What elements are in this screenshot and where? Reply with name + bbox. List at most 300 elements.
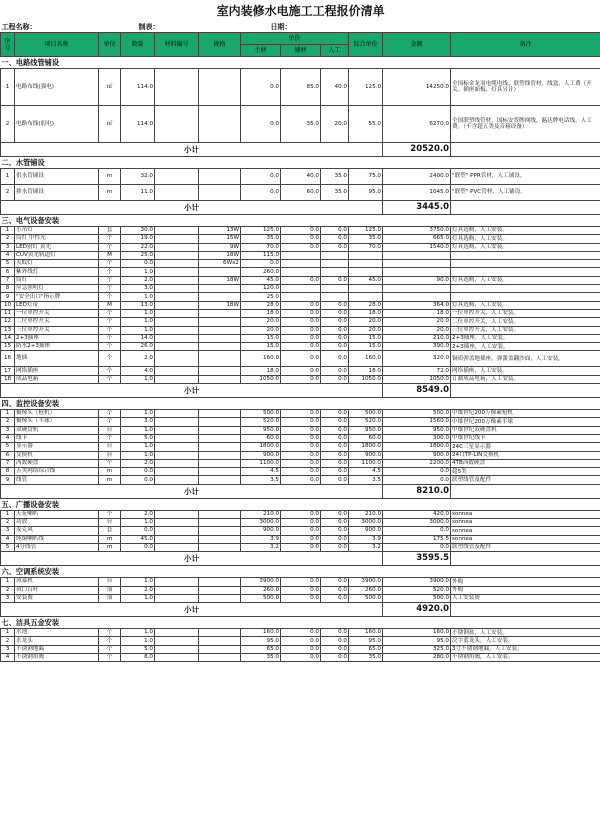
row-spec: 18W: [199, 301, 241, 309]
row-combined: 3000.0: [349, 519, 383, 527]
row-remark: 24口TP-LIN交换机: [451, 451, 600, 459]
row-combined: 500.0: [349, 410, 383, 418]
row-qty: 1.0: [121, 594, 155, 602]
row-main: 1800.0: [241, 443, 281, 451]
row-seq: 8: [1, 468, 15, 476]
row-spec: 9W: [199, 243, 241, 251]
row-seq: 2: [1, 185, 15, 201]
row-unit: 个: [99, 285, 121, 293]
table-row: [1, 309, 600, 317]
row-main: 65.0: [241, 645, 281, 653]
row-labor: [321, 268, 349, 276]
row-unit: 个: [99, 326, 121, 334]
row-name: 一位单控开关: [15, 309, 99, 317]
row-seq: 3: [1, 426, 15, 434]
subtotal-label: 小计: [1, 143, 383, 157]
row-material-no: [155, 645, 199, 653]
row-name: 2+3插座: [15, 334, 99, 342]
row-qty: 1.0: [121, 326, 155, 334]
row-labor: 0.0: [321, 426, 349, 434]
row-spec: [199, 459, 241, 467]
row-remark: 中维世纪200万像素枪机: [451, 410, 600, 418]
subtotal-amount: 3595.5: [383, 552, 451, 566]
row-main: 4.5: [241, 468, 281, 476]
row-material-no: [155, 351, 199, 367]
row-unit: 个: [99, 637, 121, 645]
row-amount: 364.0: [383, 301, 451, 309]
row-seq: 6: [1, 451, 15, 459]
row-qty: 1.0: [121, 318, 155, 326]
row-seq: 1: [1, 169, 15, 185]
row-combined: 3.5: [349, 476, 383, 484]
row-aux: [281, 268, 321, 276]
row-remark: 不锈钢角阀，人工安装。: [451, 653, 600, 661]
row-seq: 15: [1, 343, 15, 351]
row-amount: 420.0: [383, 510, 451, 518]
row-qty: 2.0: [121, 276, 155, 284]
row-remark: 铜质弹盖地插座，弹簧盖翻沙面，人工安装。: [451, 351, 600, 367]
row-amount: 0.0: [383, 543, 451, 551]
row-labor: 0.0: [321, 629, 349, 637]
table-row: [1, 410, 600, 418]
row-seq: 3: [1, 645, 15, 653]
row-material-no: [155, 227, 199, 235]
row-material-no: [155, 653, 199, 661]
row-remark: 全国标金龙羽电缆电线，联塑线管材，线盒，人工费（开关、插座面板、灯具另计）: [451, 69, 600, 106]
row-labor: 0.0: [321, 375, 349, 383]
subtotal-remark: [451, 603, 600, 617]
row-labor: 0.0: [321, 653, 349, 661]
row-main: 900.0: [241, 451, 281, 459]
row-spec: [199, 367, 241, 375]
row-qty: 1.0: [121, 426, 155, 434]
row-material-no: [155, 69, 199, 106]
row-unit: 个: [99, 653, 121, 661]
row-main: 70.0: [241, 243, 281, 251]
row-name: 灭蚊灯: [15, 260, 99, 268]
row-name: 水池: [15, 629, 99, 637]
row-aux: 0.0: [281, 334, 321, 342]
row-material-no: [155, 169, 199, 185]
row-combined: 1100.0: [349, 459, 383, 467]
row-remark: 外购: [451, 586, 600, 594]
table-row: [1, 318, 600, 326]
row-amount: 2400.0: [383, 169, 451, 185]
row-name: 风口百叶: [15, 586, 99, 594]
row-combined: 900.0: [349, 451, 383, 459]
row-name: 电路布线(弱电): [15, 106, 99, 143]
row-name: 三位单控开关: [15, 326, 99, 334]
row-name: 功放: [15, 519, 99, 527]
row-aux: 0.0: [281, 326, 321, 334]
row-spec: [199, 443, 241, 451]
row-amount: 0.0: [383, 476, 451, 484]
row-remark: 订制成品电箱，人工安装。: [451, 375, 600, 383]
row-labor: 0.0: [321, 227, 349, 235]
row-labor: 35.0: [321, 185, 349, 201]
row-labor: 0.0: [321, 468, 349, 476]
row-unit: 项: [99, 594, 121, 602]
row-remark: 三位单控开关，人工安装。: [451, 326, 600, 334]
row-combined: 500.0: [349, 594, 383, 602]
table-row: [1, 334, 600, 342]
section-title: 七、洁具五金安装: [1, 617, 600, 629]
row-qty: 22.0: [121, 243, 155, 251]
row-aux: 0.0: [281, 227, 321, 235]
row-unit: m: [99, 468, 121, 476]
table-row: [1, 169, 600, 185]
row-labor: 20.0: [321, 106, 349, 143]
row-seq: 5: [1, 543, 15, 551]
subtotal-label: 小计: [1, 384, 383, 398]
row-aux: 0.0: [281, 351, 321, 367]
section-title: 六、空调系统安装: [1, 566, 600, 578]
row-qty: 13.0: [121, 301, 155, 309]
row-main: 15.0: [241, 334, 281, 342]
section-title: 一、电路线管铺设: [1, 57, 600, 69]
row-material-no: [155, 276, 199, 284]
row-main: 160.0: [241, 629, 281, 637]
row-main: 18.0: [241, 367, 281, 375]
row-labor: 0.0: [321, 543, 349, 551]
row-combined: [349, 268, 383, 276]
subtotal-label: 小计: [1, 552, 383, 566]
row-seq: 6: [1, 268, 15, 276]
row-amount: 3000.0: [383, 519, 451, 527]
row-seq: 5: [1, 443, 15, 451]
row-combined: 210.0: [349, 510, 383, 518]
row-seq: 2: [1, 519, 15, 527]
table-row: [1, 468, 600, 476]
row-aux: 0.0: [281, 426, 321, 434]
row-aux: 0.0: [281, 510, 321, 518]
row-amount: 160.0: [383, 629, 451, 637]
row-unit: 个: [99, 260, 121, 268]
row-seq: 1: [1, 227, 15, 235]
page-title: 室内装修水电施工工程报价清单: [216, 3, 385, 18]
row-amount: 280.0: [383, 653, 451, 661]
row-material-no: [155, 535, 199, 543]
row-main: 28.0: [241, 301, 281, 309]
row-amount: 20.0: [383, 318, 451, 326]
row-name: LED射灯 黄光: [15, 243, 99, 251]
row-seq: 2: [1, 235, 15, 243]
row-main: 500.0: [241, 594, 281, 602]
row-combined: 900.0: [349, 527, 383, 535]
row-seq: 9: [1, 476, 15, 484]
row-spec: [199, 69, 241, 106]
row-remark: 联塑线管及配件: [451, 543, 600, 551]
row-remark: 灯具选购，人工安装。: [451, 243, 600, 251]
row-material-no: [155, 334, 199, 342]
row-aux: [281, 285, 321, 293]
row-qty: 2.0: [121, 459, 155, 467]
row-labor: 0.0: [321, 510, 349, 518]
row-labor: 0.0: [321, 434, 349, 442]
table-row: [1, 375, 600, 383]
row-unit: 个: [99, 343, 121, 351]
row-qty: 14.0: [121, 334, 155, 342]
section-title: 四、监控设备安装: [1, 398, 600, 410]
row-aux: [281, 251, 321, 259]
row-unit: M: [99, 301, 121, 309]
row-name: 小吊灯: [15, 227, 99, 235]
row-material-no: [155, 629, 199, 637]
row-unit: 个: [99, 367, 121, 375]
row-spec: [199, 169, 241, 185]
row-combined: [349, 260, 383, 268]
row-combined: 35.0: [349, 653, 383, 661]
row-name: 地插: [15, 351, 99, 367]
row-combined: 20.0: [349, 318, 383, 326]
row-name: 交换机: [15, 451, 99, 459]
row-aux: 0.0: [281, 594, 321, 602]
row-amount: 1540.0: [383, 243, 451, 251]
row-labor: 0.0: [321, 351, 349, 367]
row-unit: m: [99, 543, 121, 551]
subtotal-remark: [451, 201, 600, 215]
row-unit: 套: [99, 527, 121, 535]
row-combined: 3.2: [349, 543, 383, 551]
row-combined: 4.5: [349, 468, 383, 476]
row-remark: sonnea: [451, 519, 600, 527]
table-row: [1, 629, 600, 637]
row-amount: 14250.0: [383, 69, 451, 106]
row-spec: [199, 106, 241, 143]
row-main: 500.0: [241, 410, 281, 418]
row-spec: [199, 410, 241, 418]
row-spec: [199, 285, 241, 293]
row-qty: 30.0: [121, 227, 155, 235]
table-row: [1, 260, 600, 268]
table-row: [1, 235, 600, 243]
row-combined: 260.0: [349, 586, 383, 594]
table-row: [1, 443, 600, 451]
row-combined: 60.0: [349, 434, 383, 442]
row-name: 纯铜喇叭线: [15, 535, 99, 543]
table-row: [1, 543, 600, 551]
row-labor: [321, 251, 349, 259]
table-row: [1, 276, 600, 284]
row-name: CUV黄光轨道灯: [15, 251, 99, 259]
row-main: 3000.0: [241, 519, 281, 527]
row-main: 1100.0: [241, 459, 281, 467]
row-labor: [321, 285, 349, 293]
row-combined: 950.0: [349, 426, 383, 434]
row-seq: 4: [1, 535, 15, 543]
row-material-no: [155, 426, 199, 434]
row-amount: 95.0: [383, 637, 451, 645]
row-material-no: [155, 375, 199, 383]
row-name: 筒灯: [15, 276, 99, 284]
row-remark: 一位单控开关，人工安装。: [451, 309, 600, 317]
row-qty: 1.0: [121, 443, 155, 451]
row-amount: 210.0: [383, 334, 451, 342]
row-remark: [451, 285, 600, 293]
row-seq: 4: [1, 251, 15, 259]
row-seq: 4: [1, 434, 15, 442]
row-remark: 3寸不锈钢地漏，人工安装。: [451, 645, 600, 653]
table-row: [1, 578, 600, 586]
row-amount: 6270.0: [383, 106, 451, 143]
row-remark: 人工安装费: [451, 594, 600, 602]
row-unit: m: [99, 476, 121, 484]
row-amount: 3900.0: [383, 578, 451, 586]
row-remark: sonnea: [451, 527, 600, 535]
row-spec: [199, 318, 241, 326]
row-qty: 3.0: [121, 418, 155, 426]
row-main: 1050.0: [241, 375, 281, 383]
row-labor: 0.0: [321, 459, 349, 467]
row-spec: [199, 334, 241, 342]
row-material-no: [155, 285, 199, 293]
row-remark: 二位单控开关，人工安装。: [451, 318, 600, 326]
row-labor: 0.0: [321, 519, 349, 527]
row-labor: 0.0: [321, 535, 349, 543]
row-main: 25.0: [241, 293, 281, 301]
row-unit: 个: [99, 243, 121, 251]
row-labor: 0.0: [321, 309, 349, 317]
row-unit: 台: [99, 519, 121, 527]
row-aux: 0.0: [281, 527, 321, 535]
row-combined: 3900.0: [349, 578, 383, 586]
row-spec: [199, 268, 241, 276]
row-qty: 1.0: [121, 629, 155, 637]
row-seq: 3: [1, 594, 15, 602]
row-spec: 13W: [199, 227, 241, 235]
row-combined: 125.0: [349, 227, 383, 235]
table-row: [1, 351, 600, 367]
row-main: 45.0: [241, 276, 281, 284]
section-title: 五、广播设备安装: [1, 498, 600, 510]
row-main: 20.0: [241, 326, 281, 334]
header-name: 项目名称: [15, 33, 99, 57]
row-seq: 17: [1, 367, 15, 375]
row-main: 15.0: [241, 343, 281, 351]
subtotal-amount: 4920.0: [383, 603, 451, 617]
row-amount: 665.0: [383, 235, 451, 243]
row-spec: [199, 451, 241, 459]
row-material-no: [155, 418, 199, 426]
row-amount: 500.0: [383, 594, 451, 602]
row-name: 摄像头（半球）: [15, 418, 99, 426]
row-qty: 5.0: [121, 434, 155, 442]
row-spec: [199, 653, 241, 661]
row-material-no: [155, 318, 199, 326]
section-title: 三、电气设备安装: [1, 215, 600, 227]
row-seq: 1: [1, 410, 15, 418]
subtotal-amount: 3445.0: [383, 201, 451, 215]
row-name: 电路布线(强电): [15, 69, 99, 106]
project-name-label: 工程名称：: [1, 22, 37, 31]
row-material-no: [155, 434, 199, 442]
row-main: 3.2: [241, 543, 281, 551]
row-material-no: [155, 586, 199, 594]
row-main: 95.0: [241, 637, 281, 645]
row-main: 0.0: [241, 69, 281, 106]
row-unit: 台: [99, 578, 121, 586]
subtotal-remark: [451, 143, 600, 157]
row-labor: 0.0: [321, 451, 349, 459]
row-material-no: [155, 451, 199, 459]
row-labor: 0.0: [321, 301, 349, 309]
row-spec: [199, 426, 241, 434]
subtotal-label: 小计: [1, 603, 383, 617]
row-unit: 个: [99, 318, 121, 326]
row-spec: [199, 185, 241, 201]
row-aux: 40.0: [281, 169, 321, 185]
row-combined: 125.0: [349, 69, 383, 106]
row-unit: 个: [99, 235, 121, 243]
row-remark: [451, 293, 600, 301]
row-unit: ㎡: [99, 69, 121, 106]
row-aux: [281, 293, 321, 301]
row-material-no: [155, 251, 199, 259]
row-seq: 10: [1, 301, 15, 309]
row-aux: 0.0: [281, 243, 321, 251]
row-combined: 520.0: [349, 418, 383, 426]
row-combined: [349, 285, 383, 293]
row-spec: [199, 637, 241, 645]
row-combined: 28.0: [349, 301, 383, 309]
row-material-no: [155, 476, 199, 484]
row-combined: 1050.0: [349, 375, 383, 383]
row-qty: 1.0: [121, 451, 155, 459]
row-main: 0.0: [241, 260, 281, 268]
row-amount: 175.5: [383, 535, 451, 543]
row-material-no: [155, 367, 199, 375]
table-row: [1, 527, 600, 535]
table-row: [1, 535, 600, 543]
row-combined: 75.0: [349, 169, 383, 185]
row-qty: 4.0: [121, 367, 155, 375]
subtotal-amount: 8210.0: [383, 484, 451, 498]
row-labor: 0.0: [321, 235, 349, 243]
row-amount: 0.0: [383, 468, 451, 476]
row-unit: 个: [99, 510, 121, 518]
row-material-no: [155, 443, 199, 451]
row-spec: [199, 645, 241, 653]
table-row: [1, 69, 600, 106]
row-seq: 1: [1, 578, 15, 586]
row-seq: 18: [1, 375, 15, 383]
row-spec: 6Wx2: [199, 260, 241, 268]
table-row: [1, 185, 600, 201]
row-name: 应急照明灯: [15, 285, 99, 293]
row-unit: 个: [99, 334, 121, 342]
table-row: [1, 653, 600, 661]
row-qty: 26.0: [121, 343, 155, 351]
row-qty: 1.0: [121, 519, 155, 527]
row-material-no: [155, 309, 199, 317]
row-qty: 5.0: [121, 645, 155, 653]
row-aux: 0.0: [281, 586, 321, 594]
row-material-no: [155, 326, 199, 334]
row-main: 125.0: [241, 227, 281, 235]
row-material-no: [155, 468, 199, 476]
table-row: [1, 594, 600, 602]
row-qty: 32.0: [121, 169, 155, 185]
row-remark: 全国联塑线管材，国标安普牌网线，蕗达牌电话线，人工费。（不含超五类及音箱设备）: [451, 106, 600, 143]
row-amount: 325.0: [383, 645, 451, 653]
row-name: 显示器: [15, 443, 99, 451]
table-row: [1, 285, 600, 293]
row-name: 风幕机: [15, 578, 99, 586]
row-remark: 2+3插座，人工安装。: [451, 343, 600, 351]
row-remark: [451, 251, 600, 259]
table-row: [1, 418, 600, 426]
row-remark: 灯具选购，人工安装。: [451, 301, 600, 309]
